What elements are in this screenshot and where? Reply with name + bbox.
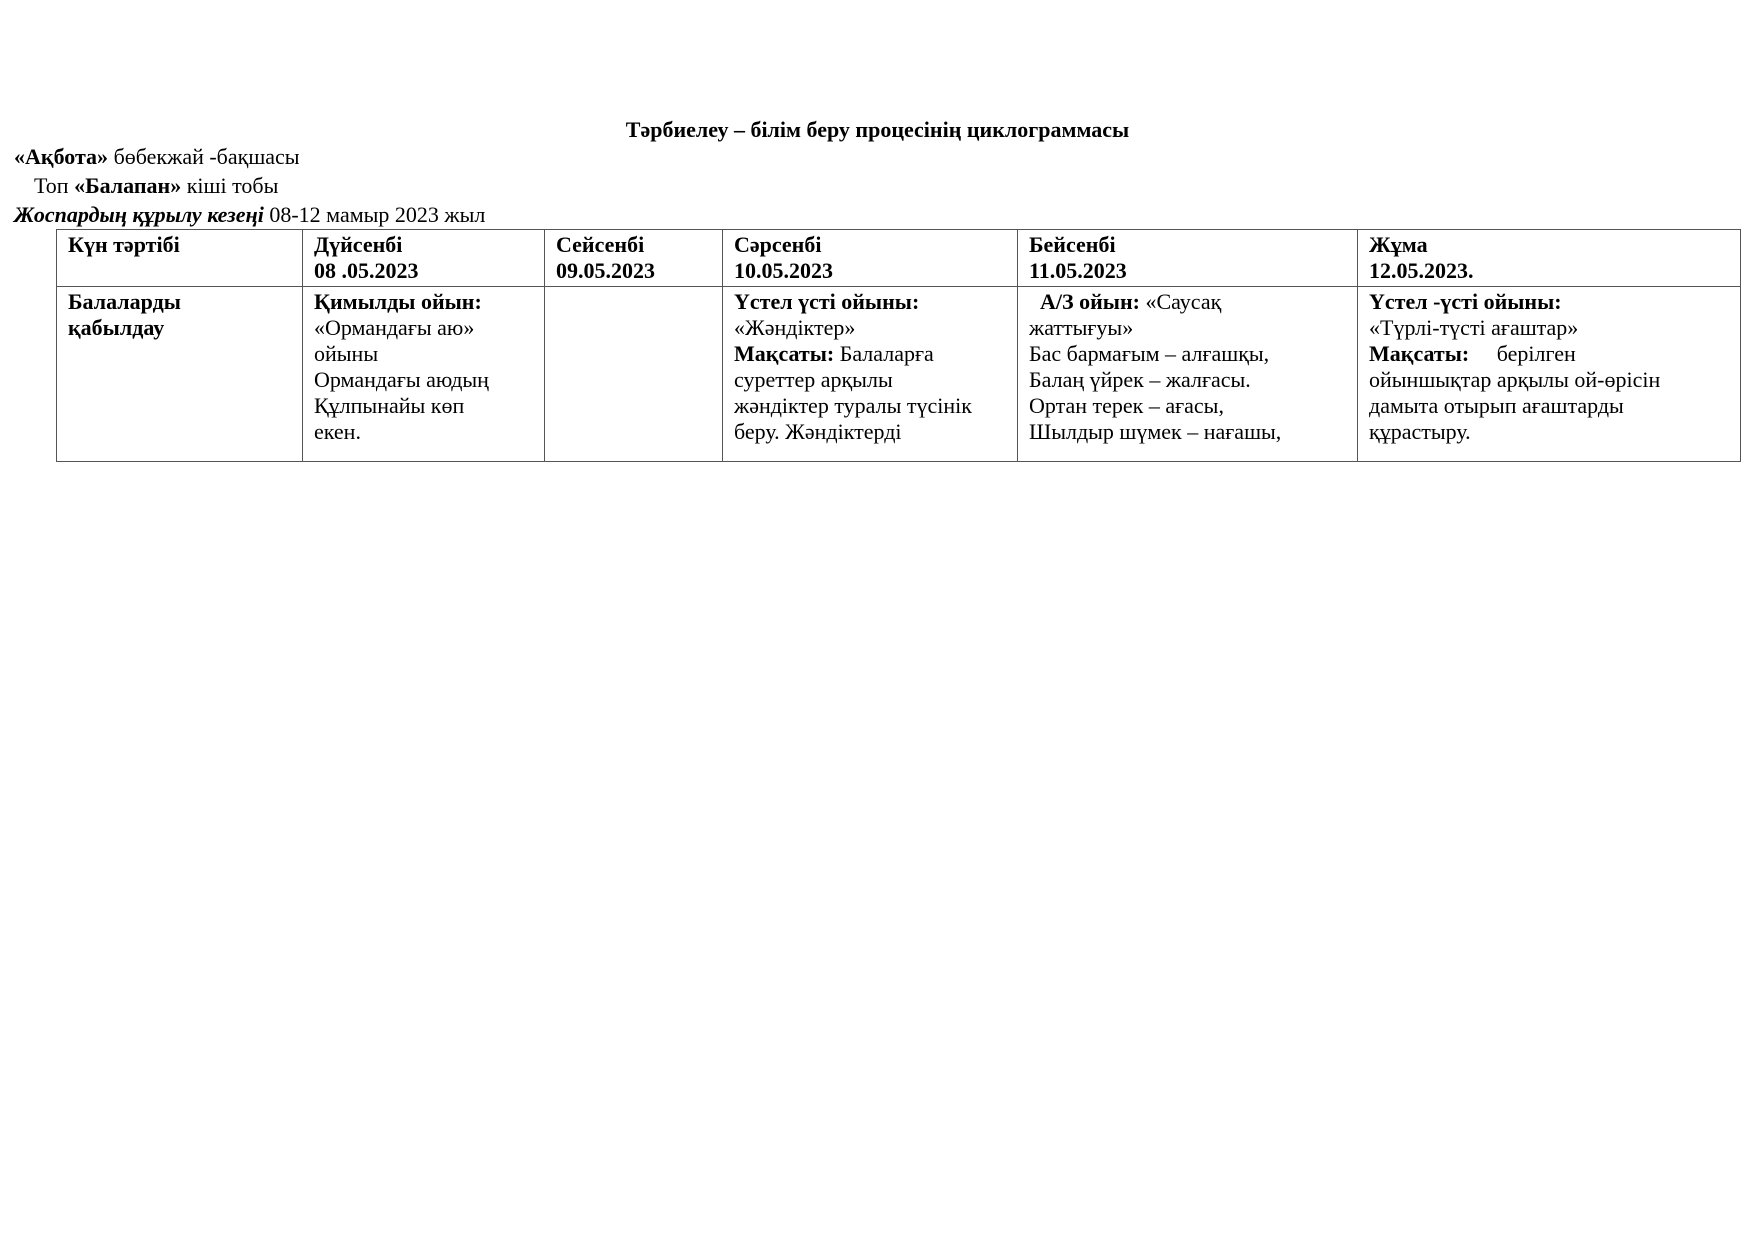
friday-cell bbox=[1358, 287, 1741, 462]
header-date-tuesday: 09.05.2023 bbox=[556, 258, 655, 283]
wednesday-line: суреттер арқылы bbox=[734, 367, 893, 392]
thursday-line: Бас бармағым – алғашқы, bbox=[1029, 341, 1270, 366]
thursday-cell bbox=[1018, 287, 1358, 462]
monday-line: екен. bbox=[314, 419, 361, 444]
kindergarten-name: «Ақбота» bbox=[14, 144, 109, 169]
period-label: Жоспардың құрылу кезеңі bbox=[14, 202, 264, 227]
monday-line: «Ормандағы аю» bbox=[314, 315, 475, 340]
friday-line: ойыншықтар арқылы ой-өрісін bbox=[1369, 367, 1661, 392]
header-cell-monday bbox=[303, 230, 545, 287]
group-name: «Балапан» bbox=[74, 173, 182, 198]
tuesday-cell bbox=[545, 287, 723, 462]
header-cell-schedule bbox=[57, 230, 303, 287]
friday-line: құрастыру. bbox=[1369, 419, 1471, 444]
friday-goal-label: Мақсаты: bbox=[1369, 341, 1470, 366]
monday-line: Құлпынайы көп bbox=[314, 393, 465, 418]
monday-line: ойыны bbox=[314, 341, 379, 366]
header-cell-tuesday bbox=[545, 230, 723, 287]
row-label-line: Балаларды bbox=[68, 289, 181, 314]
row-label-line: қабылдау bbox=[68, 315, 165, 340]
header-day-monday: Дүйсенбі bbox=[314, 232, 403, 257]
header-date-thursday: 11.05.2023 bbox=[1029, 258, 1127, 283]
friday-activity-title: Үстел -үсті ойыны: bbox=[1369, 289, 1562, 314]
wednesday-cell bbox=[723, 287, 1018, 462]
header-cell-thursday bbox=[1018, 230, 1358, 287]
header-day-tuesday: Сейсенбі bbox=[556, 232, 645, 257]
friday-goal-text: берілген bbox=[1469, 341, 1576, 366]
header-date-monday: 08 .05.2023 bbox=[314, 258, 419, 283]
thursday-line: Ортан терек – ағасы, bbox=[1029, 393, 1224, 418]
thursday-title-line bbox=[1029, 289, 1346, 315]
wednesday-goal-label: Мақсаты: bbox=[734, 341, 835, 366]
row-label-cell bbox=[57, 287, 303, 462]
wednesday-goal-text: Балаларға bbox=[834, 341, 934, 366]
kindergarten-line bbox=[14, 144, 300, 170]
friday-goal bbox=[1369, 341, 1729, 367]
friday-line: дамыта отырып ағаштарды bbox=[1369, 393, 1624, 418]
schedule-table bbox=[56, 229, 1741, 462]
header-cell-wednesday bbox=[723, 230, 1018, 287]
thursday-activity-title: А/З ойын: bbox=[1040, 289, 1140, 314]
group-line bbox=[34, 173, 278, 199]
thursday-line: Балаң үйрек – жалғасы. bbox=[1029, 367, 1251, 392]
thursday-title-rest: «Саусақ bbox=[1139, 289, 1222, 314]
wednesday-activity-title: Үстел үсті ойыны: bbox=[734, 289, 920, 314]
header-date-wednesday: 10.05.2023 bbox=[734, 258, 833, 283]
monday-activity-title: Қимылды ойын: bbox=[314, 289, 482, 314]
period-line bbox=[14, 202, 485, 228]
monday-line: Ормандағы аюдың bbox=[314, 367, 489, 392]
period-value: 08-12 мамыр 2023 жыл bbox=[263, 202, 486, 227]
kindergarten-suffix: бөбекжай -бақшасы bbox=[108, 144, 300, 169]
table-header-row bbox=[57, 230, 1741, 287]
header-label-schedule: Күн тәртібі bbox=[68, 232, 180, 257]
wednesday-line: беру. Жәндіктерді bbox=[734, 419, 902, 444]
header-day-thursday: Бейсенбі bbox=[1029, 232, 1116, 257]
monday-cell bbox=[303, 287, 545, 462]
wednesday-goal bbox=[734, 341, 1006, 367]
wednesday-line: «Жәндіктер» bbox=[734, 315, 856, 340]
friday-line: «Түрлі-түсті ағаштар» bbox=[1369, 315, 1579, 340]
group-suffix: кіші тобы bbox=[181, 173, 279, 198]
wednesday-line: жәндіктер туралы түсінік bbox=[734, 393, 972, 418]
header-date-friday: 12.05.2023. bbox=[1369, 258, 1474, 283]
thursday-line: Шылдыр шүмек – нағашы, bbox=[1029, 419, 1282, 444]
document-title: Тәрбиелеу – білім беру процесінің циклограммасы bbox=[625, 117, 1130, 142]
header-day-friday: Жұма bbox=[1369, 232, 1428, 257]
group-prefix: Топ bbox=[34, 173, 75, 198]
header-day-wednesday: Сәрсенбі bbox=[734, 232, 822, 257]
thursday-line: жаттығуы» bbox=[1029, 315, 1134, 340]
header-cell-friday bbox=[1358, 230, 1741, 287]
table-row-reception bbox=[57, 287, 1741, 462]
